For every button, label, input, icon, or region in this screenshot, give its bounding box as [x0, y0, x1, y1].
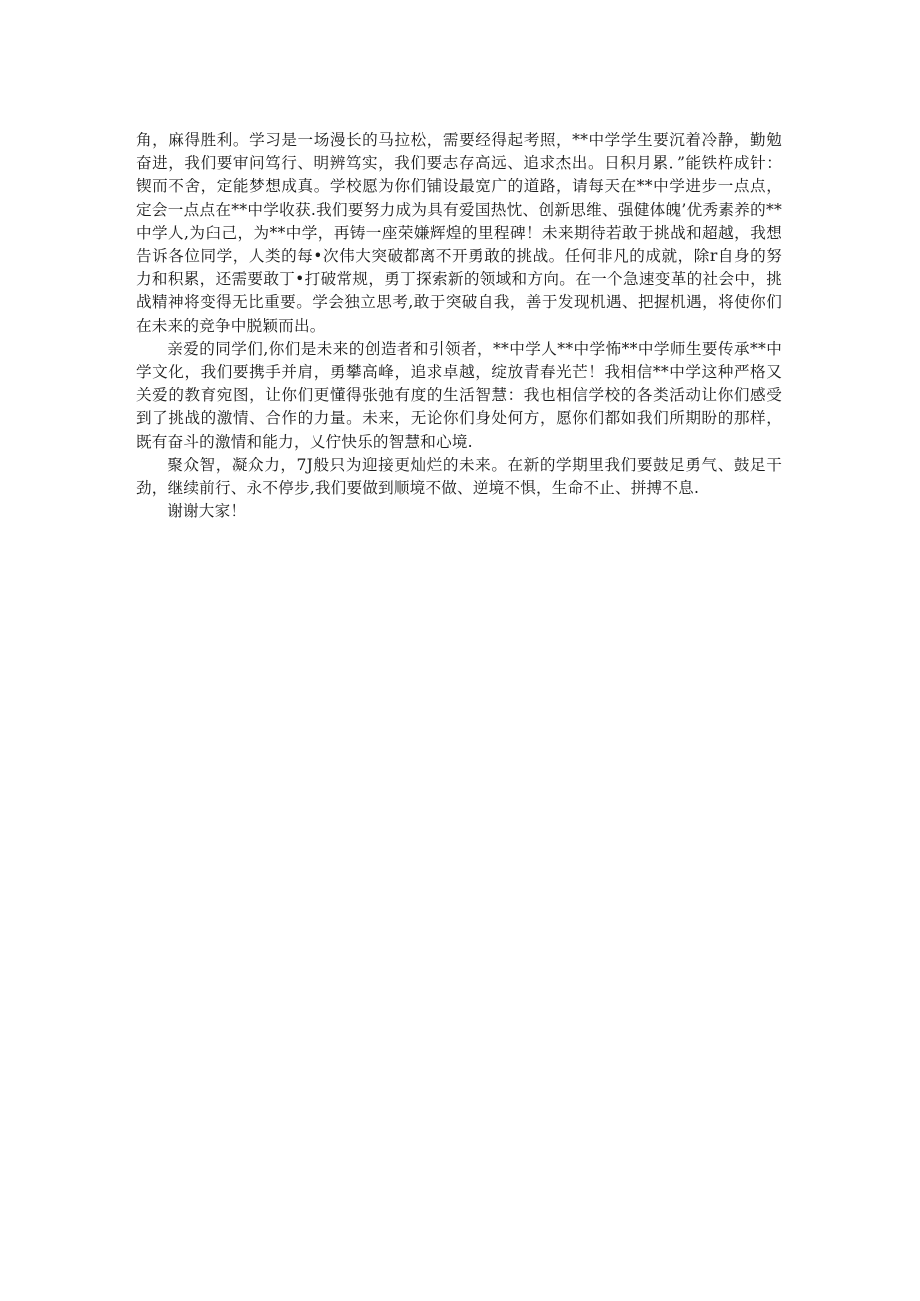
paragraph-2: 亲爱的同学们,你们是未来的创造者和引领者，**中学人**中学怖**中学师生要传承**中学文化，我们要携手并肩，勇攀高峰，追求卓越，绽放青春光芒！我相信**中学这种严格又关爱的教育宛图，让你们更懂得张弛有度的生活智慧：我也相信学校的各类活动让你们感受到了挑战的激情、合作的力量。未来，无论你们身处何方，愿你们都如我们所期盼的那样，既有奋斗的激情和能力，乂佇快乐的智慧和心境. — [136, 339, 782, 451]
paragraph-3: 聚众智，凝众力，7J般只为迎接更灿烂的未来。在新的学期里我们要鼓足勇气、鼓足干劲，继续前行、永不停步,我们要做到顺境不做、逆境不惧，生命不止、拼搏不息. — [136, 455, 782, 498]
speech-body — [136, 129, 782, 523]
paragraph-1: 角，麻得胜利。学习是一场漫长的马拉松，需要经得起考照，**中学学生要沉着冷静，勤勉奋进，我们要审问笃行、明辨笃实，我们要志存高远、追求杰出。日积月累．”能铁杵成针：锲而不舍，定能梦想成真。学校愿为你们铺设最宽广的道路，请每天在**中学进步一点点，定会一点点在**中学收获.我们要努力成为具有爱国热忱、创新思维、强健体魄’优秀素养的**中学人,为臼己，为**中学，再铸一座荣嫌辉煌的里程碑！未来期待若敢于挑战和超越，我想告诉各位同学，人类的每•次伟大突破都离不开勇敢的挑战。任何非凡的成就，除r自身的努力和积累，还需要敢丁•打破常规，勇丁探索新的领域和方向。在一个急速变革的社会中，挑战精神将变得无比重要。学会独立思考,敢于突破自我，善于发现机遇、把握机遇，将使你们在未来的竞争中脱颖而出。 — [136, 131, 782, 335]
paragraph-closing: 谢谢大家！ — [167, 502, 247, 521]
